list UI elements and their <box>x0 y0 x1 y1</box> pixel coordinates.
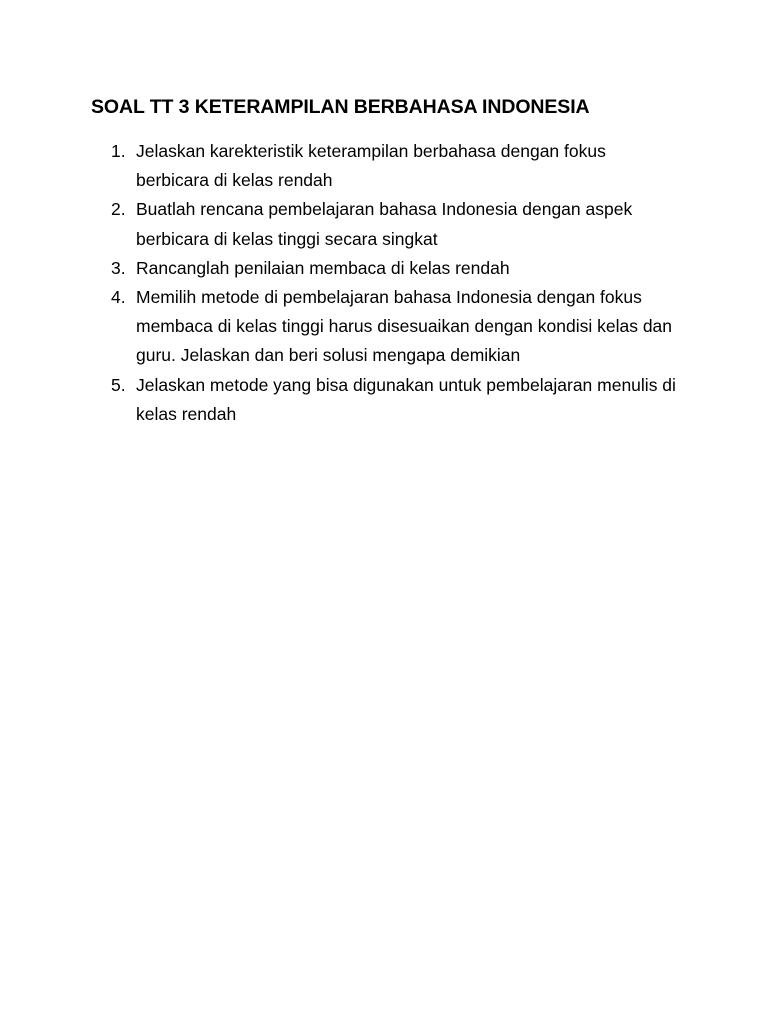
question-item-5 <box>0 371 768 429</box>
question-item-4 <box>0 283 768 371</box>
question-text: Jelaskan metode yang bisa digunakan untuk pembelajaran menulis di kelas rendah <box>136 374 676 424</box>
question-item-3 <box>0 254 768 283</box>
question-text: Buatlah rencana pembelajaran bahasa Indonesia dengan aspek berbicara di kelas tinggi secara singkat <box>136 199 633 249</box>
question-item-1 <box>0 137 768 195</box>
question-number: 2. <box>111 199 126 220</box>
question-number: 5. <box>111 374 126 395</box>
question-number: 3. <box>111 257 126 278</box>
question-item-2 <box>0 195 768 253</box>
question-text: Jelaskan karekteristik keterampilan berbahasa dengan fokus berbicara di kelas rendah <box>136 141 606 191</box>
question-number: 1. <box>111 141 126 161</box>
question-text: Rancanglah penilaian membaca di kelas rendah <box>136 257 510 278</box>
question-list <box>0 137 768 429</box>
question-number: 4. <box>111 287 126 308</box>
question-text: Memilih metode di pembelajaran bahasa Indonesia dengan fokus membaca di kelas tinggi harus disesuaikan dengan kondisi kelas dan guru. Jelaskan dan beri solusi mengapa demikian <box>136 287 673 366</box>
document-title: SOAL TT 3 KETERAMPILAN BERBAHASA INDONESIA <box>91 96 590 118</box>
